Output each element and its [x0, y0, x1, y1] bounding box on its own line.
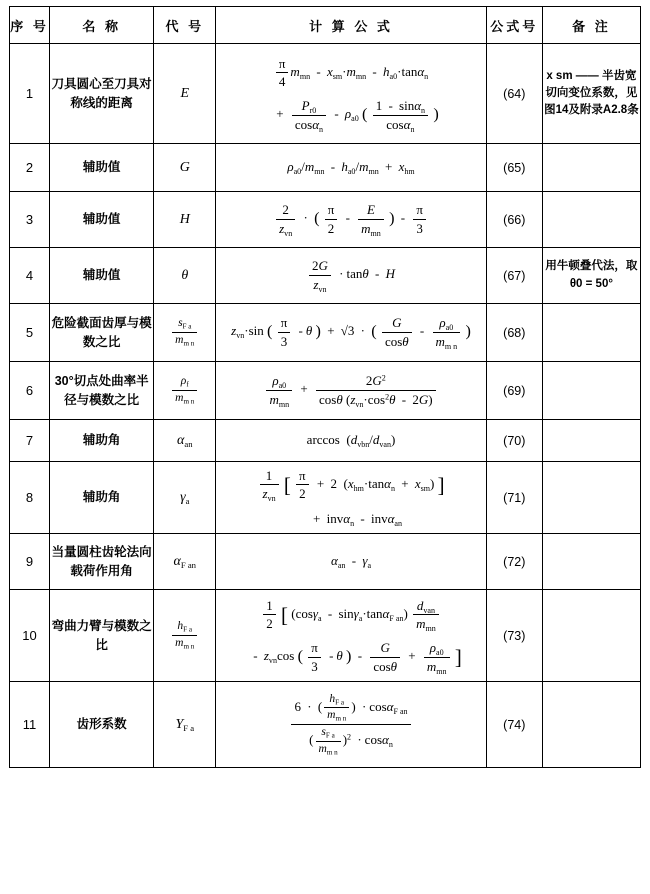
cell-name: 辅助角 — [50, 420, 154, 462]
cell-name: 辅助角 — [50, 462, 154, 534]
cell-no: 5 — [10, 304, 50, 362]
cell-symbol: θ — [154, 248, 216, 304]
cell-name: 当量圆柱齿轮法向载荷作用角 — [50, 534, 154, 590]
cell-name: 30°切点处曲率半径与模数之比 — [50, 362, 154, 420]
cell-equation-no: (64) — [486, 44, 542, 144]
cell-no: 6 — [10, 362, 50, 420]
table-row — [10, 362, 641, 420]
cell-formula: $\frac{\rho_{a0}}{m_{mn}}$ + $\frac{2G^2}{\cos\theta (z_{vn}\cdot\cos^2\theta - 2G)}$ — [216, 362, 486, 420]
cell-no: 4 — [10, 248, 50, 304]
table-row — [10, 420, 641, 462]
cell-no: 9 — [10, 534, 50, 590]
cell-symbol: $\gamma_a$ — [154, 462, 216, 534]
cell-equation-no: (69) — [486, 362, 542, 420]
cell-symbol: $\frac{\rho_f}{m_{m n}}$ — [154, 362, 216, 420]
cell-symbol: $\frac{h_{F a}}{m_{m n}}$ — [154, 590, 216, 682]
cell-no: 1 — [10, 44, 50, 144]
cell-name: 弯曲力臂与模数之比 — [50, 590, 154, 682]
header-equation-no: 公式号 — [486, 7, 542, 44]
cell-formula: $\arccos (d_{vbn}/d_{van})$ — [216, 420, 486, 462]
cell-remark: 用牛顿叠代法，取θ0 = 50° — [542, 248, 640, 304]
cell-equation-no: (72) — [486, 534, 542, 590]
cell-equation-no: (73) — [486, 590, 542, 682]
header-remark: 备 注 — [542, 7, 640, 44]
header-symbol: 代 号 — [154, 7, 216, 44]
table-row — [10, 462, 641, 534]
table-row — [10, 44, 641, 144]
header-formula: 计 算 公 式 — [216, 7, 486, 44]
header-name: 名 称 — [50, 7, 154, 44]
cell-equation-no: (70) — [486, 420, 542, 462]
cell-remark — [542, 420, 640, 462]
cell-no: 3 — [10, 192, 50, 248]
cell-symbol: E — [154, 44, 216, 144]
table-row — [10, 304, 641, 362]
cell-name: 辅助值 — [50, 192, 154, 248]
cell-remark — [542, 362, 640, 420]
cell-equation-no: (68) — [486, 304, 542, 362]
cell-remark — [542, 304, 640, 362]
cell-name: 危险截面齿厚与模数之比 — [50, 304, 154, 362]
table-row — [10, 590, 641, 682]
cell-formula: 6 · ( $\frac{h_{F a}}{m_{m n}}$ ) · cosα$_{F an}$ ( $\frac{s_{F a}}{m_{m n}}$ )$^2$ · cosα$_n$ — [216, 682, 486, 768]
cell-remark — [542, 144, 640, 192]
cell-equation-no: (66) — [486, 192, 542, 248]
cell-remark — [542, 534, 640, 590]
cell-symbol: $\alpha_{F an}$ — [154, 534, 216, 590]
cell-formula: $z_{vn}\cdot\sin$ ( $\frac{\pi}{3}$ - θ ) + √3 · ( $\frac{G}{\cos\theta}$ - $\frac{\rho_{a0}}{m_{m n}}$ ) — [216, 304, 486, 362]
cell-name: 辅助值 — [50, 144, 154, 192]
cell-equation-no: (74) — [486, 682, 542, 768]
cell-formula: $\frac{1}{z_{vn}}$ [ $\frac{\pi}{2}$ + 2 $(x_{hm}\cdot\tan\alpha_n + x_{sm})$ ] + invα$_n$ - invα$_{an}$ — [216, 462, 486, 534]
table-row — [10, 534, 641, 590]
cell-remark — [542, 682, 640, 768]
cell-formula: $\frac{\pi}{4}$ $m_{mn} - x_{sm}\cdot m_{mn} - h_{a0}\cdot\tan\alpha_n$ + $\frac{P_{r0}}{\cos\alpha_n}$ - $\rho_{a0}$ ( $\frac{1 - \sin\alpha_n}{\cos\alpha_n}$ ) — [216, 44, 486, 144]
table-row — [10, 144, 641, 192]
cell-symbol: $\frac{s_{F a}}{m_{m n}}$ — [154, 304, 216, 362]
cell-equation-no: (65) — [486, 144, 542, 192]
cell-no: 2 — [10, 144, 50, 192]
table-row — [10, 192, 641, 248]
cell-no: 11 — [10, 682, 50, 768]
cell-symbol: $\alpha_{an}$ — [154, 420, 216, 462]
cell-symbol: $Y_{F a}$ — [154, 682, 216, 768]
cell-no: 7 — [10, 420, 50, 462]
cell-equation-no: (67) — [486, 248, 542, 304]
table-header-row — [10, 7, 641, 44]
cell-formula: $\frac{2}{z_{vn}}$ · ( $\frac{\pi}{2}$ - $\frac{E}{m_{mn}}$ ) - $\frac{\pi}{3}$ — [216, 192, 486, 248]
cell-symbol: G — [154, 144, 216, 192]
cell-name: 辅助值 — [50, 248, 154, 304]
cell-name: 刀具圆心至刀具对称线的距离 — [50, 44, 154, 144]
cell-formula: $\alpha_{an} - \gamma_a$ — [216, 534, 486, 590]
cell-formula: $\frac{1}{2}$ [ (cosγ$_a$ - sinγ$_a$·tanα$_{F an}$) $\frac{d_{van}}{m_{mn}}$ - $z_{vn}\cos$ ( $\frac{\pi}{3}$ - θ ) - $\frac{G}{\cos\theta}$ + $\frac{\rho_{a0}}{m_{mn}}$ ] — [216, 590, 486, 682]
cell-formula: $\frac{2G}{z_{vn}}$ · tanθ - H — [216, 248, 486, 304]
formula-table — [9, 6, 641, 768]
cell-name: 齿形系数 — [50, 682, 154, 768]
cell-remark — [542, 192, 640, 248]
cell-equation-no: (71) — [486, 462, 542, 534]
cell-remark — [542, 462, 640, 534]
document-page — [0, 6, 650, 894]
header-no: 序 号 — [10, 7, 50, 44]
cell-no: 8 — [10, 462, 50, 534]
cell-formula: $\rho_{a0}/m_{mn} - h_{a0}/m_{mn} + x_{hm}$ — [216, 144, 486, 192]
table-row — [10, 682, 641, 768]
cell-remark: x sm —— 半齿宽切向变位系数，见图14及附录A2.8条 — [542, 44, 640, 144]
cell-remark — [542, 590, 640, 682]
cell-no: 10 — [10, 590, 50, 682]
cell-symbol: H — [154, 192, 216, 248]
table-row — [10, 248, 641, 304]
